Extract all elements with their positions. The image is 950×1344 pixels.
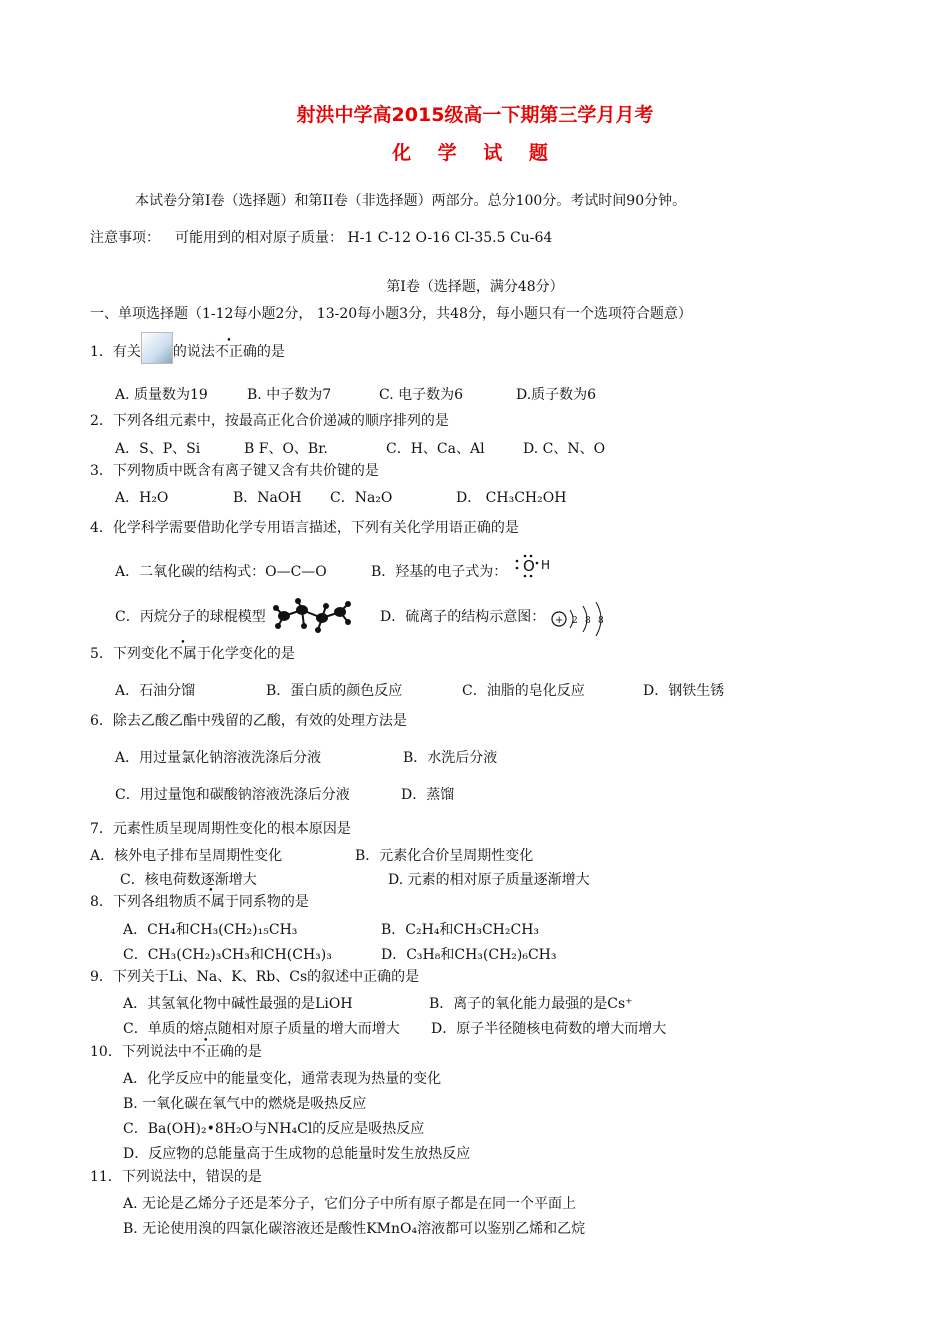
q8-option-b: B．C₂H₄和CH₃CH₂CH₃	[381, 922, 540, 938]
svg-text:O: O	[523, 557, 535, 575]
q8-stem: 8．下列各组物质不属于同系物的是	[90, 894, 309, 910]
q8-option-a: A．CH₄和CH₃(CH₂)₁₅CH₃	[123, 922, 298, 938]
q2-option-c: C．H、Ca、Al	[386, 441, 485, 457]
exam-title: 射洪中学高2015级高一下期第三学月月考	[296, 104, 654, 126]
q3-stem: 3．下列物质中既含有离子键又含有共价键的是	[90, 463, 379, 479]
q10-option-a: A．化学反应中的能量变化，通常表现为热量的变化	[123, 1071, 442, 1087]
q4-option-a: A．二氧化碳的结构式：O—C—O	[115, 564, 327, 580]
q4-option-b: B．羟基的电子式为：	[371, 564, 508, 580]
q1-stem: 1．有关 的说法不正确的是	[90, 336, 285, 368]
q5-option-c: C．油脂的皂化反应	[462, 683, 585, 699]
q7-stem: 7．元素性质呈现周期性变化的根本原因是	[90, 821, 351, 837]
q2-option-d: D. C、N、O	[523, 441, 606, 457]
q2-option-a: A．S、P、Si	[115, 441, 201, 457]
svg-text:8: 8	[585, 616, 591, 626]
q7-option-d: D. 元素的相对原子质量逐渐增大	[388, 872, 590, 888]
q9-option-a: A．其氢氧化物中碱性最强的是LiOH	[123, 996, 353, 1012]
section-1-heading: 第Ⅰ卷（选择题，满分48分）	[386, 279, 564, 295]
q5-option-a: A．石油分馏	[115, 683, 196, 699]
q7-option-b: B．元素化合价呈周期性变化	[355, 848, 534, 864]
q10-option-b: B. 一氧化碳在氧气中的燃烧是吸热反应	[123, 1096, 367, 1112]
broken-image-icon	[141, 332, 173, 364]
q1-option-a: A. 质量数为19	[115, 387, 208, 403]
q6-stem: 6．除去乙酸乙酯中残留的乙酸，有效的处理方法是	[90, 713, 407, 729]
q4-option-d: D．硫离子的结构示意图：	[380, 609, 546, 625]
q5-option-b: B．蛋白质的颜色反应	[266, 683, 403, 699]
emphasis-dots: 不正	[191, 1044, 220, 1060]
q4-option-c: C．丙烷分子的球棍模型	[115, 609, 266, 625]
emphasis-dots: 不属	[196, 894, 225, 910]
q4-stem: 4．化学科学需要借助化学专用语言描述，下列有关化学用语正确的是	[90, 520, 519, 536]
propane-ball-stick-model	[272, 598, 352, 634]
hydroxyl-electron-formula	[513, 552, 557, 580]
q6-option-b: B．水洗后分液	[403, 750, 498, 766]
q1-option-b: B. 中子数为7	[247, 387, 332, 403]
part-1-heading: 一、单项选择题（1-12每小题2分， 13-20每小题3分，共48分，每小题只有一个选项符合题意）	[90, 306, 692, 322]
q1-option-d: D.质子数为6	[516, 387, 597, 403]
sulfide-ion-structure-diagram	[550, 600, 610, 638]
q7-option-c: C．核电荷数逐渐增大	[120, 872, 257, 888]
intro-text: 本试卷分第Ⅰ卷（选择题）和第II卷（非选择题）两部分。总分100分。考试时间90分钟。	[135, 193, 687, 209]
q3-option-d: D． CH₃CH₂OH	[456, 490, 567, 506]
q11-option-a: A. 无论是乙烯分子还是苯分子，它们分子中所有原子都是在同一个平面上	[123, 1196, 577, 1212]
q10-option-d: D．反应物的总能量高于生成物的总能量时发生放热反应	[123, 1146, 471, 1162]
q7-option-a: A．核外电子排布呈周期性变化	[90, 848, 283, 864]
q6-option-c: C．用过量饱和碳酸钠溶液洗涤后分液	[115, 787, 350, 803]
q3-option-c: C．Na₂O	[330, 490, 393, 506]
q3-option-a: A．H₂O	[115, 490, 169, 506]
q5-option-d: D．钢铁生锈	[643, 683, 725, 699]
q9-stem: 9．下列关于Li、Na、K、Rb、Cs的叙述中正确的是	[90, 969, 420, 985]
q1-option-c: C. 电子数为6	[379, 387, 464, 403]
q2-stem: 2．下列各组元素中，按最高正化合价递减的顺序排列的是	[90, 413, 449, 429]
q6-option-a: A．用过量氯化钠溶液洗涤后分液	[115, 750, 322, 766]
exam-subtitle: 化 学 试 题	[392, 142, 558, 164]
svg-text:H: H	[541, 558, 551, 572]
notice-text: 可能用到的相对原子质量： H-1 C-12 O-16 Cl-35.5 Cu-64	[175, 230, 553, 246]
q8-option-c: C．CH₃(CH₂)₃CH₃和CH(CH₃)₃	[123, 947, 332, 963]
svg-text:+: +	[555, 615, 564, 626]
q6-option-d: D．蒸馏	[401, 787, 455, 803]
q3-option-b: B．NaOH	[233, 490, 302, 506]
svg-text:2: 2	[572, 616, 578, 626]
notice-label: 注意事项：	[90, 230, 160, 246]
q2-option-b: B F、O、Br.	[244, 441, 328, 457]
emphasis-dots: 不正	[214, 344, 243, 360]
q11-stem: 11．下列说法中，错误的是	[90, 1169, 262, 1185]
q10-option-c: C．Ba(OH)₂•8H₂O与NH₄Cl的反应是吸热反应	[123, 1121, 425, 1137]
q9-option-c: C．单质的熔点随相对原子质量的增大而增大	[123, 1021, 400, 1037]
q9-option-d: D．原子半径随核电荷数的增大而增大	[431, 1021, 667, 1037]
emphasis-dots: 不属	[168, 646, 197, 662]
q9-option-b: B．离子的氧化能力最强的是Cs⁺	[429, 996, 633, 1012]
q11-option-b: B. 无论使用溴的四氯化碳溶液还是酸性KMnO₄溶液都可以鉴别乙烯和乙烷	[123, 1221, 586, 1237]
q10-stem: 10．下列说法中不正确的是	[90, 1044, 262, 1060]
svg-text:8: 8	[598, 616, 604, 626]
q5-stem: 5．下列变化不属于化学变化的是	[90, 646, 295, 662]
q8-option-d: D．C₃H₈和CH₃(CH₂)₆CH₃	[381, 947, 557, 963]
